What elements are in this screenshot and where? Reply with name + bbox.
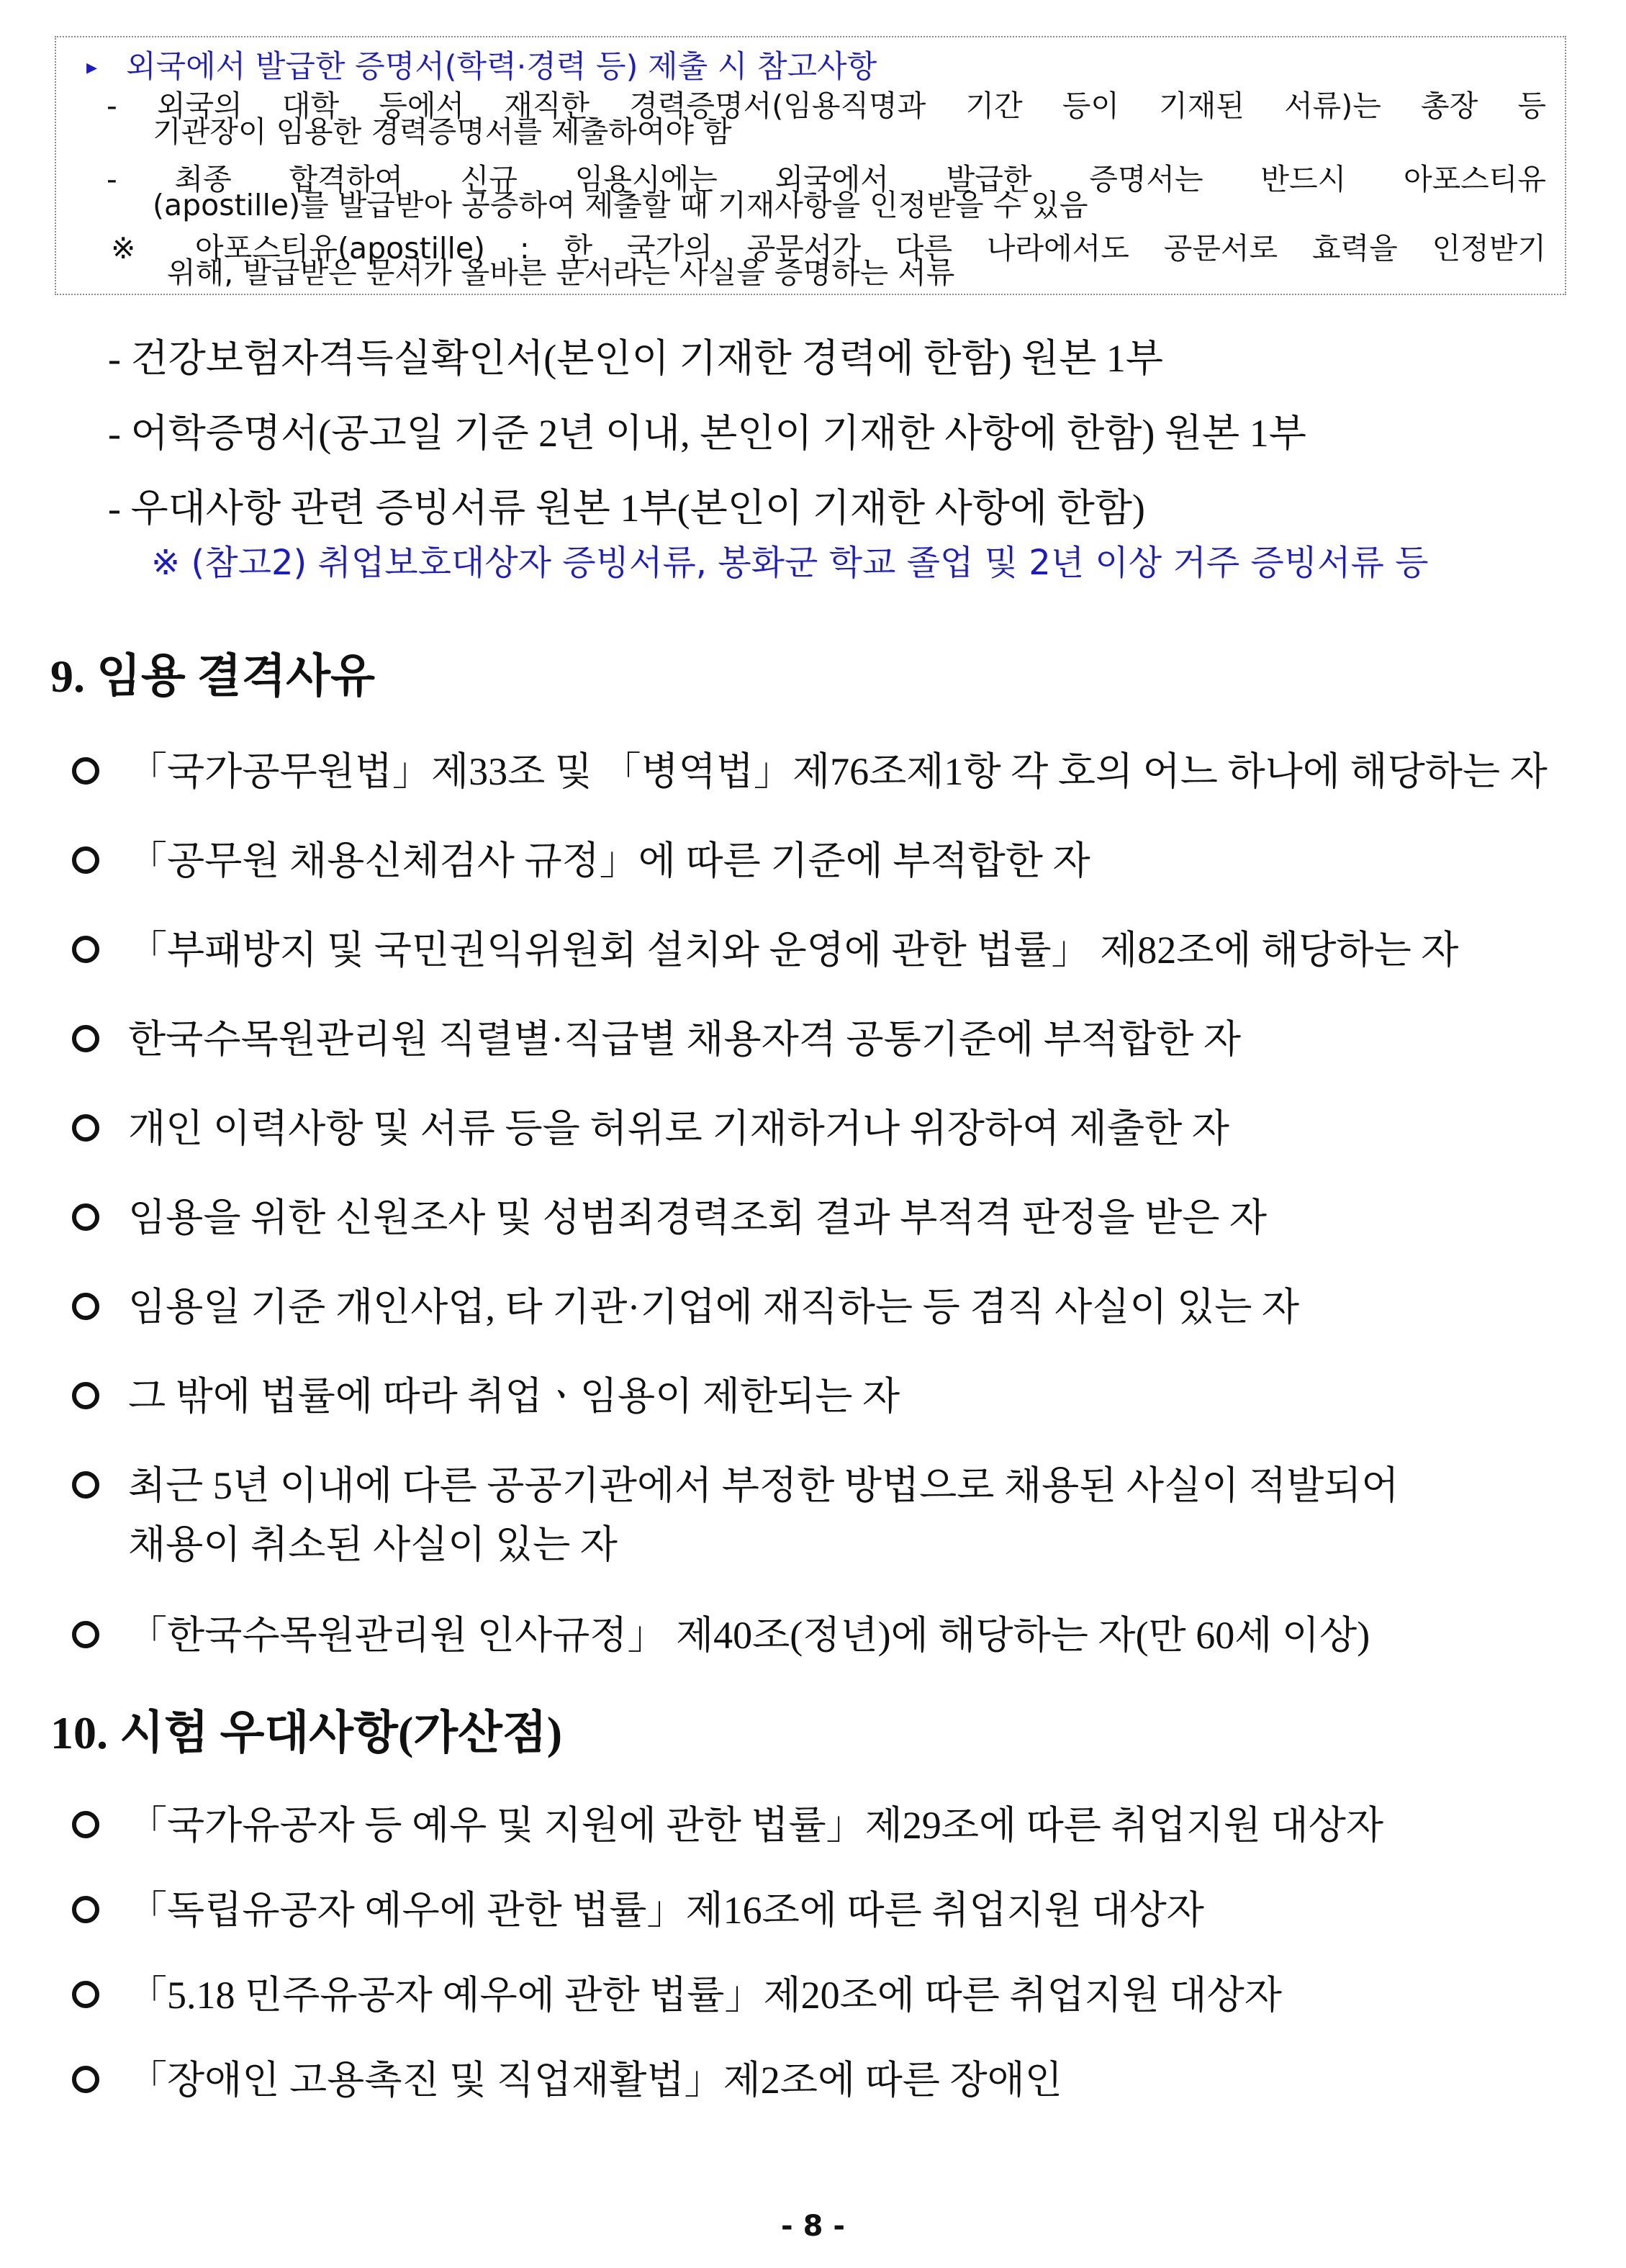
circle-bullet-icon: [72, 936, 99, 963]
section-10-heading: 10. 시험 우대사항(가산점): [50, 1707, 563, 1758]
note-box-title: ▸ 외국에서 발급한 증명서(학력·경력 등) 제출 시 참고사항: [86, 49, 877, 85]
note-line: 위해, 발급받은 문서가 올바른 문서라는 사실을 증명하는 서류: [167, 256, 955, 290]
circle-bullet-icon: [72, 757, 99, 785]
triangle-right-icon: ▸: [86, 55, 98, 80]
circle-bullet-icon: [72, 1025, 99, 1052]
doc-preference: - 우대사항 관련 증빙서류 원본 1부(본인이 기재한 사항에 한함): [108, 487, 1145, 530]
note-line: 기관장이 임용한 경력증명서를 제출하여야 함: [153, 114, 732, 149]
circle-bullet-icon: [72, 1896, 99, 1923]
circle-bullet-icon: [72, 1981, 99, 2008]
page-number: - 8 -: [781, 2210, 845, 2243]
circle-bullet-icon: [72, 1382, 99, 1409]
note-line: (apostille)를 발급받아 공증하여 제출할 때 기재사항을 인정받을 수 있음: [153, 188, 1088, 222]
doc-health-insurance: - 건강보험자격득실확인서(본인이 기재한 경력에 한함) 원본 1부: [108, 337, 1164, 380]
foreign-certificate-note-box: [55, 36, 1566, 295]
reference-note: ※ (참고2) 취업보호대상자 증빙서류, 봉화군 학교 졸업 및 2년 이상 거주 증빙서류 등: [151, 543, 1429, 583]
note-line: ※ 아포스티유(apostille) : 한 국가의 공문서가 다른 나라에서도 공문서로 효력을 인정받기: [111, 231, 1546, 266]
circle-bullet-icon: [72, 846, 99, 874]
circle-bullet-icon: [72, 1811, 99, 1838]
circle-bullet-icon: [72, 1114, 99, 1142]
circle-bullet-icon: [72, 1471, 99, 1499]
circle-bullet-icon: [72, 1203, 99, 1231]
section-9-heading: 9. 임용 결격사유: [50, 651, 375, 702]
circle-bullet-icon: [72, 2066, 99, 2093]
circle-bullet-icon: [72, 1293, 99, 1320]
note-line: - 최종 합격하여 신규 임용시에는 외국에서 발급한 증명서는 반드시 아포스티유: [107, 162, 1546, 196]
note-line: - 외국의 대학 등에서 재직한 경력증명서(임용직명과 기간 등이 기재된 서류)는 총장 등: [107, 89, 1546, 123]
circle-bullet-icon: [72, 1621, 99, 1648]
doc-language-cert: - 어학증명서(공고일 기준 2년 이내, 본인이 기재한 사항에 한함) 원본 1부: [108, 412, 1306, 455]
